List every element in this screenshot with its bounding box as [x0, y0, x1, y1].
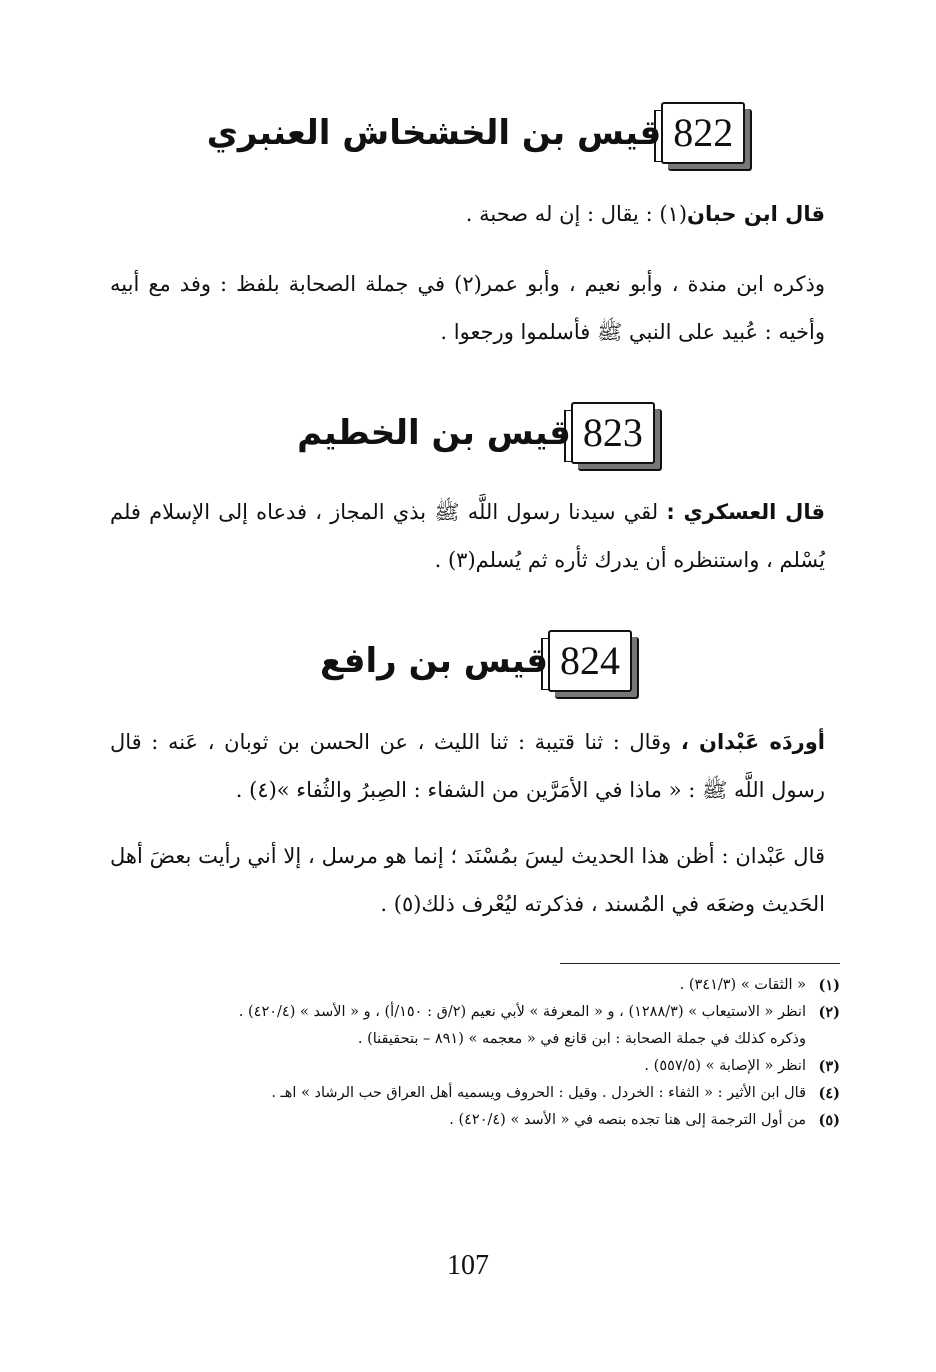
entry-title: قيس بن الخطيم	[297, 413, 571, 453]
paragraph-lead: قال العسكري :	[666, 500, 825, 524]
footnote	[110, 972, 840, 999]
footnote-text: انظر « الإصابة » (٥٥٧/٥) .	[644, 1058, 806, 1074]
entry-number-box: 824	[548, 630, 632, 692]
footnote-text: انظر « الاستيعاب » (١٢٨٨/٣) ، و « المعرفة » لأبي نعيم (٢/ق : ١٥٠/أ) ، و « الأسد » (٤٢٠/٤) .	[238, 1004, 806, 1020]
footnote	[110, 1107, 840, 1134]
footnotes	[110, 972, 840, 1134]
footnote-continuation	[110, 1026, 840, 1053]
entry-number-box: 823	[571, 402, 655, 464]
footnote-text: « الثقات » (٣٤١/٣) .	[679, 977, 806, 993]
page-number: 107	[447, 1250, 489, 1281]
paragraph	[110, 190, 825, 238]
footnote-number: (٢)	[818, 1004, 840, 1021]
entry-header-823	[0, 402, 936, 464]
paragraph-lead: أوردَه عَبْدان ،	[680, 730, 825, 754]
footnote	[110, 999, 840, 1026]
footnote-text: قال ابن الأثير : « الثفاء : الخردل . وقيل : الحروف ويسميه أهل العراق حب الرشاد » اهـ .	[271, 1085, 806, 1101]
footnote-number: (٤)	[818, 1085, 840, 1102]
paragraph-text: قال عَبْدان : أظن هذا الحديث ليسَ بمُسْنَد ؛ إنما هو مرسل ، إلا أني رأيت بعضَ أهل الحَديث وضعَه في المُسند ، فذكرته ليُعْرف ذلك(٥) .	[110, 844, 825, 916]
paragraph-text: لقي سيدنا رسول اللَّه ﷺ بذي المجاز ، فدعاه إلى الإسلام فلم يُسْلم ، واستنظره أن يدرك ثأره ثم يُسلم(٣) .	[110, 500, 825, 572]
paragraph-text: (١) : يقال : إن له صحبة .	[465, 202, 688, 226]
footnote	[110, 1080, 840, 1107]
entry-header-822	[0, 102, 936, 164]
footnote	[110, 1053, 840, 1080]
paragraph-text: وذكره ابن مندة ، وأبو نعيم ، وأبو عمر(٢) في جملة الصحابة بلفظ : وفد مع أبيه وأخيه : عُبيد على النبي ﷺ فأسلموا ورجعوا .	[110, 272, 825, 344]
paragraph	[110, 718, 825, 814]
footnote-text: من أول الترجمة إلى هنا تجده بنصه في « الأسد » (٤٢٠/٤) .	[449, 1112, 806, 1128]
footnote-divider	[560, 963, 840, 964]
footnote-text: وذكره كذلك في جملة الصحابة : ابن قانع في « معجمه » (٨٩١ – بتحقيقنا) .	[357, 1031, 806, 1047]
footnote-number: (١)	[818, 977, 840, 994]
entry-header-824	[0, 630, 936, 692]
paragraph-text: وقال : ثنا قتيبة : ثنا الليث ، عن الحسن بن ثوبان ، عَنه : قال رسول اللَّه ﷺ : « ماذا في الأمَرَّين من الشفاء : الصِبرُ والثُفاء »(٤) .	[110, 730, 825, 802]
entry-title: قيس بن الخشخاش العنبري	[206, 113, 662, 153]
paragraph	[110, 832, 825, 928]
paragraph	[110, 488, 825, 584]
footnote-number: (٥)	[818, 1112, 840, 1129]
paragraph	[110, 260, 825, 356]
entry-title: قيس بن رافع	[320, 641, 548, 681]
footnote-number: (٣)	[818, 1058, 840, 1075]
paragraph-lead: قال ابن حبان	[687, 202, 825, 226]
entry-number-box: 822	[661, 102, 745, 164]
